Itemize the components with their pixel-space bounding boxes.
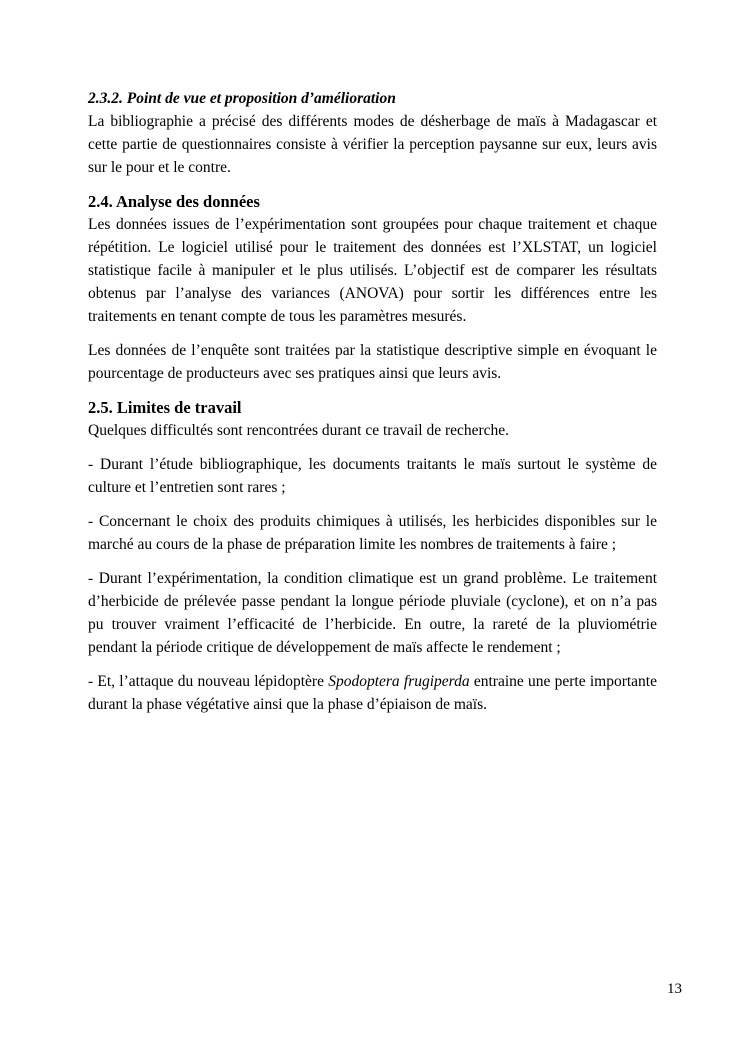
text-run: 2.5. Limites de travail bbox=[88, 398, 242, 417]
paragraph bbox=[88, 510, 657, 556]
section-heading bbox=[88, 87, 657, 110]
paragraph bbox=[88, 213, 657, 328]
paragraph bbox=[88, 339, 657, 385]
paragraph bbox=[88, 567, 657, 659]
text-run: Les données de l’enquête sont traitées par la statistique descriptive simple en évoquant le pourcentage de producteurs avec ses pratiques ainsi que leurs avis. bbox=[88, 342, 657, 382]
text-run: Quelques difficultés sont rencontrées durant ce travail de recherche. bbox=[88, 422, 510, 439]
species-name-italic: Spodoptera frugiperda bbox=[328, 673, 470, 690]
paragraph bbox=[88, 419, 657, 442]
text-run: - Et, l’attaque du nouveau lépidoptère bbox=[88, 673, 329, 690]
text-run: 2.4. Analyse des données bbox=[88, 192, 260, 211]
paragraph bbox=[88, 110, 657, 179]
text-run: entraine une perte importante durant la phase végétative ainsi que la phase d’épiaison de maïs. bbox=[88, 673, 657, 713]
paragraph bbox=[88, 453, 657, 499]
page-number: 13 bbox=[667, 981, 682, 997]
text-run: - Durant l’étude bibliographique, les documents traitants le maïs surtout le système de culture et l’entretien sont rares ; bbox=[88, 456, 657, 496]
section-heading bbox=[88, 396, 657, 419]
text-run: La bibliographie a précisé des différents modes de désherbage de maïs à Madagascar et cette partie de questionnaires consiste à vérifier la perception paysanne sur eux, leurs avis sur le pour et le contre. bbox=[88, 113, 657, 176]
section-heading bbox=[88, 190, 657, 213]
text-run: Les données issues de l’expérimentation sont groupées pour chaque traitement et chaque répétition. Le logiciel utilisé pour le traitement des données est l’XLSTAT, un logiciel statistique facile à manipuler et le plus utilisés. L’objectif est de comparer les résultats obtenus par l’analyse des variances (ANOVA) pour sortir les différences entre les traitements en tenant compte de tous les paramètres mesurés. bbox=[88, 216, 657, 325]
paragraph bbox=[88, 670, 657, 716]
text-run: 2.3.2. Point de vue et proposition d’amélioration bbox=[88, 90, 396, 107]
text-run: - Concernant le choix des produits chimiques à utilisés, les herbicides disponibles sur le marché au cours de la phase de préparation limite les nombres de traitements à faire ; bbox=[88, 513, 657, 553]
text-run: - Durant l’expérimentation, la condition climatique est un grand problème. Le traitement d’herbicide de prélevée passe pendant la longue période pluviale (cyclone), et on n’a pas pu trouver vraiment l’efficacité de l’herbicide. En outre, la rareté de la pluviométrie pendant la période critique de développement de maïs affecte le rendement ; bbox=[88, 570, 657, 656]
document-blocks bbox=[88, 87, 657, 727]
